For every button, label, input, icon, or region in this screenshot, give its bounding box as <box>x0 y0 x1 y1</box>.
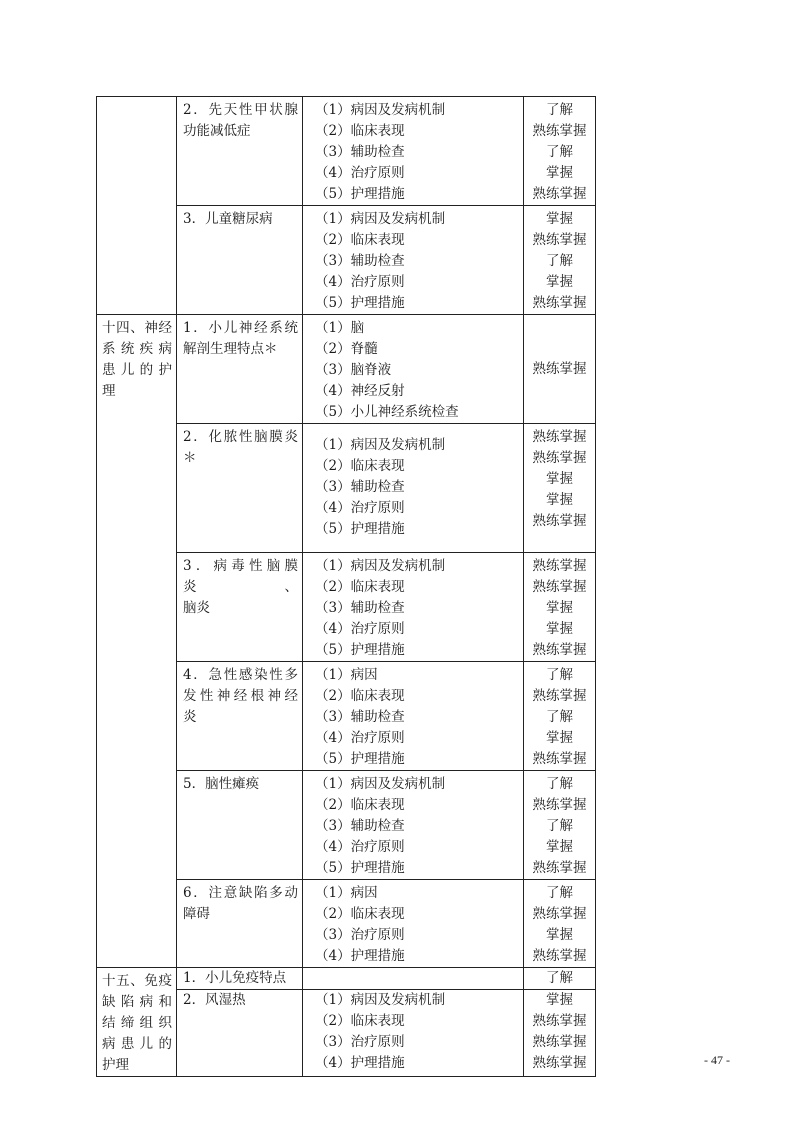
level-text: 熟练掌握 <box>532 558 587 574</box>
list-item: （4）治疗原则 <box>315 500 405 516</box>
list-item: （3）辅助检查 <box>315 818 405 834</box>
list-item: （3）辅助检查 <box>315 709 405 725</box>
level-text: 熟练掌握 <box>532 232 587 248</box>
topic-line: 发性神经根神经 <box>183 688 298 704</box>
topic-line: 障碍 <box>183 906 210 922</box>
level-text: 了解 <box>546 667 573 683</box>
level-text: 熟练掌握 <box>532 860 587 876</box>
section-line: 患儿的护 <box>102 362 172 378</box>
topic-cell <box>177 968 303 990</box>
items-cell <box>303 968 524 990</box>
list-item: （2）临床表现 <box>315 232 405 248</box>
level-text: 了解 <box>546 776 573 792</box>
topic-line: 2．风湿热 <box>183 992 246 1009</box>
section-line: 结缔组织 <box>102 1015 172 1031</box>
list-item: （1）病因及发病机制 <box>315 776 446 792</box>
level-text: 熟练掌握 <box>532 1013 587 1030</box>
syllabus-table <box>96 96 596 1077</box>
level-text: 熟练掌握 <box>532 360 587 377</box>
items-cell <box>303 206 524 315</box>
levels-cell <box>524 553 596 662</box>
levels-cell <box>524 662 596 771</box>
topic-line: 1．小儿免疫特点 <box>183 970 287 986</box>
topic-line: 解剖生理特点＊ <box>183 341 278 357</box>
list-item: （3）辅助检查 <box>315 253 405 269</box>
list-item: （4）护理措施 <box>315 948 405 964</box>
topic-cell <box>177 315 303 424</box>
list-item: （1）病因及发病机制 <box>315 992 446 1009</box>
list-item: （3）辅助检查 <box>315 600 405 616</box>
list-item: （5）护理措施 <box>315 295 405 311</box>
items-cell <box>303 553 524 662</box>
level-text: 了解 <box>546 102 573 118</box>
table-row <box>97 315 596 424</box>
topic-line: 5．脑性瘫痪 <box>183 776 260 792</box>
list-item: （2）临床表现 <box>315 458 405 474</box>
topic-line: 功能减低症 <box>183 123 251 139</box>
level-text: 掌握 <box>546 211 573 227</box>
items-cell <box>303 771 524 880</box>
list-item: （4）治疗原则 <box>315 165 405 181</box>
levels-cell <box>524 880 596 968</box>
level-text: 熟练掌握 <box>532 1034 587 1051</box>
levels-cell <box>524 315 596 424</box>
list-item: （4）治疗原则 <box>315 839 405 855</box>
level-text: 掌握 <box>546 492 573 508</box>
level-text: 了解 <box>546 818 573 834</box>
level-text: 熟练掌握 <box>532 751 587 767</box>
level-text: 熟练掌握 <box>532 429 587 445</box>
topic-cell <box>177 990 303 1077</box>
list-item: （4）治疗原则 <box>315 621 405 637</box>
topic-line: 3．病毒性脑膜炎、 <box>183 558 298 595</box>
level-text: 熟练掌握 <box>532 513 587 529</box>
section-line: 十四、神经 <box>102 320 172 336</box>
list-item: （1）病因及发病机制 <box>315 437 446 453</box>
level-text: 熟练掌握 <box>532 123 587 139</box>
list-item: （2）临床表现 <box>315 797 405 813</box>
topic-line: 炎 <box>183 709 197 725</box>
list-item: （3）辅助检查 <box>315 144 405 160</box>
items-cell <box>303 990 524 1077</box>
list-item: （4）治疗原则 <box>315 274 405 290</box>
section-cell <box>97 315 177 968</box>
level-text: 熟练掌握 <box>532 579 587 595</box>
topic-line: 6．注意缺陷多动 <box>183 885 298 901</box>
list-item: （2）临床表现 <box>315 123 405 139</box>
level-text: 了解 <box>546 970 573 986</box>
level-text: 熟练掌握 <box>532 295 587 311</box>
list-item: （5）护理措施 <box>315 186 405 202</box>
list-item: （4）治疗原则 <box>315 730 405 746</box>
topic-line: 1．小儿神经系统 <box>183 320 298 336</box>
items-cell <box>303 315 524 424</box>
list-item: （1）病因 <box>315 885 378 901</box>
items-cell <box>303 662 524 771</box>
list-item: （5）护理措施 <box>315 860 405 876</box>
items-cell <box>303 424 524 553</box>
levels-cell <box>524 771 596 880</box>
levels-cell <box>524 424 596 553</box>
section-line: 系统疾病 <box>102 341 172 357</box>
topic-line: ＊ <box>183 450 197 466</box>
topic-cell <box>177 206 303 315</box>
level-text: 了解 <box>546 253 573 269</box>
level-text: 熟练掌握 <box>532 797 587 813</box>
list-item: （1）病因及发病机制 <box>315 558 446 574</box>
level-text: 熟练掌握 <box>532 688 587 704</box>
list-item: （1）病因 <box>315 667 378 683</box>
levels-cell <box>524 97 596 206</box>
list-item: （3）治疗原则 <box>315 927 405 943</box>
level-text: 了解 <box>546 709 573 725</box>
level-text: 掌握 <box>546 621 573 637</box>
list-item: （1）脑 <box>315 320 365 336</box>
list-item: （2）临床表现 <box>315 688 405 704</box>
section-line: 缺陷病和 <box>102 994 172 1010</box>
items-cell <box>303 880 524 968</box>
level-text: 掌握 <box>546 927 573 943</box>
topic-cell <box>177 424 303 553</box>
list-item: （1）病因及发病机制 <box>315 102 446 118</box>
list-item: （1）病因及发病机制 <box>315 211 446 227</box>
topic-cell <box>177 880 303 968</box>
list-item: （5）护理措施 <box>315 521 405 537</box>
level-text: 熟练掌握 <box>532 906 587 922</box>
topic-line: 2．化脓性脑膜炎 <box>183 429 298 445</box>
list-item: （5）小儿神经系统检查 <box>315 404 459 420</box>
section-cell <box>97 97 177 315</box>
section-cell <box>97 968 177 1077</box>
list-item: （3）治疗原则 <box>315 1034 405 1051</box>
list-item: （3）脑脊液 <box>315 362 392 378</box>
list-item: （2）临床表现 <box>315 579 405 595</box>
level-text: 掌握 <box>546 992 573 1009</box>
page-number: - 47 - <box>704 1053 730 1067</box>
level-text: 熟练掌握 <box>532 450 587 466</box>
list-item: （5）护理措施 <box>315 642 405 658</box>
section-line: 理 <box>102 383 116 399</box>
topic-line: 3．儿童糖尿病 <box>183 211 273 227</box>
topic-cell <box>177 662 303 771</box>
list-item: （2）脊髓 <box>315 341 378 357</box>
topic-line: 脑炎 <box>183 600 210 616</box>
topic-cell <box>177 771 303 880</box>
list-item: （3）辅助检查 <box>315 479 405 495</box>
level-text: 熟练掌握 <box>532 642 587 658</box>
topic-cell <box>177 553 303 662</box>
section-line: 护理 <box>102 1057 129 1073</box>
level-text: 掌握 <box>546 600 573 616</box>
level-text: 掌握 <box>546 274 573 290</box>
items-cell <box>303 97 524 206</box>
level-text: 熟练掌握 <box>532 186 587 202</box>
level-text: 熟练掌握 <box>532 948 587 964</box>
section-line: 十五、免疫 <box>102 973 172 989</box>
level-text: 了解 <box>546 144 573 160</box>
level-text: 掌握 <box>546 471 573 487</box>
levels-cell <box>524 990 596 1077</box>
level-text: 掌握 <box>546 730 573 746</box>
topic-line: 4．急性感染性多 <box>183 667 298 683</box>
table-row <box>97 97 596 206</box>
level-text: 了解 <box>546 885 573 901</box>
list-item: （5）护理措施 <box>315 751 405 767</box>
topic-cell <box>177 97 303 206</box>
level-text: 掌握 <box>546 839 573 855</box>
table-row <box>97 968 596 990</box>
level-text: 熟练掌握 <box>532 1055 587 1072</box>
topic-line: 2．先天性甲状腺 <box>183 102 298 118</box>
levels-cell <box>524 968 596 990</box>
list-item: （4）神经反射 <box>315 383 405 399</box>
list-item: （4）护理措施 <box>315 1055 405 1072</box>
level-text: 掌握 <box>546 165 573 181</box>
levels-cell <box>524 206 596 315</box>
list-item: （2）临床表现 <box>315 1013 405 1030</box>
section-line: 病患儿的 <box>102 1036 172 1052</box>
list-item: （2）临床表现 <box>315 906 405 922</box>
